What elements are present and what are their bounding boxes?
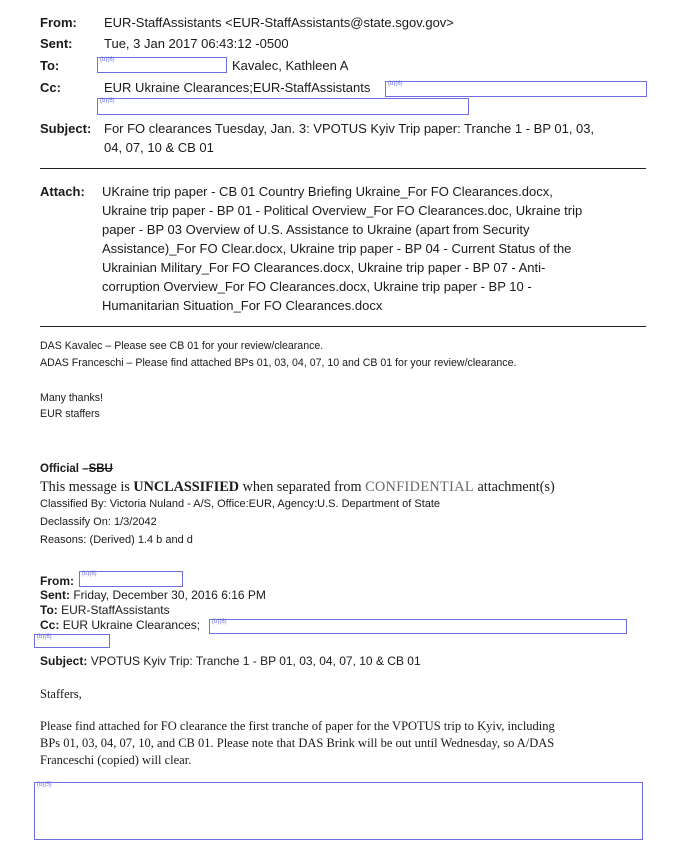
classified-by: Classified By: Victoria Nuland - A/S, Office:EUR, Agency:U.S. Department of State [40,498,441,510]
attach-line: corruption Overview_For FO Clearances.docx, Ukraine trip paper - BP 10 - [102,279,532,294]
subject-label: Subject: [40,654,88,668]
from-value: EUR-StaffAssistants <EUR-StaffAssistants@state.sgov.gov> [104,15,454,30]
email1-cc-row [40,79,371,97]
redaction-code: (b)(6) [100,98,115,104]
sent-value: Tue, 3 Jan 2017 06:43:12 -0500 [104,36,289,51]
subject-line-2: 04, 07, 10 & CB 01 [104,140,214,155]
sent-label: Sent: [40,588,70,602]
msg-prefix: This message is [40,479,134,495]
email1-sent-row [40,35,289,53]
redaction-box [97,98,469,115]
from-label: From: [40,15,77,30]
body-line: ADAS Franceschi – Please find attached BPs 01, 03, 04, 07, 10 and CB 01 for your review/clearance. [40,357,517,369]
attach-line: Humanitarian Situation_For FO Clearances.docx [102,298,383,313]
redaction-box-large [34,782,643,840]
cc-label: Cc: [40,618,60,632]
body-line: DAS Kavalec – Please see CB 01 for your review/clearance. [40,340,324,352]
to-value: EUR-StaffAssistants [61,603,170,617]
body-line: Franceschi (copied) will clear. [40,753,192,767]
email2-cc-row [40,618,200,633]
email1-subject-row [40,120,91,138]
redaction-code: (b)(6) [100,57,115,63]
to-label: To: [40,603,58,617]
greeting: Staffers, [40,687,82,701]
reasons: Reasons: (Derived) 1.4 b and d [40,534,193,546]
header-divider [40,168,646,169]
body-line: BPs 01, 03, 04, 07, 10, and CB 01. Please note that DAS Brink will be out until Wednesday, so A/DAS [40,736,555,750]
email1-from-row [40,14,454,32]
attach-divider [40,326,646,327]
redaction-code: (b)(6) [212,619,227,625]
signoff-line: Many thanks! [40,392,104,404]
sent-value: Friday, December 30, 2016 6:16 PM [73,588,266,602]
confidential-word: CONFIDENTIAL [365,479,474,495]
attach-line: Ukrainian Military_For FO Clearances.docx, Ukraine trip paper - BP 07 - Anti- [102,260,546,275]
redaction-code: (b)(6) [82,571,97,577]
signoff-line: EUR staffers [40,408,100,420]
redaction-code: (b)(6) [388,81,403,87]
redaction-box [79,571,183,587]
attach-line: UKraine trip paper - CB 01 Country Briefing Ukraine_For FO Clearances.docx, [102,184,553,199]
attach-label-text: Attach: [40,184,85,199]
cc-value: EUR Ukraine Clearances;EUR-StaffAssistants [104,80,371,95]
to-value: Kavalec, Kathleen A [232,58,349,73]
to-label: To: [40,58,60,73]
msg-middle: when separated from [239,479,366,495]
attach-line: Ukraine trip paper - BP 01 - Political Overview_For FO Clearances.doc, Ukraine trip [102,203,583,218]
redaction-box [209,619,627,634]
email2-subject-row [40,652,421,670]
from-label: From: [40,574,74,588]
declassify-on: Declassify On: 1/3/2042 [40,516,157,528]
body-line: Please find attached for FO clearance the first tranche of paper for the VPOTUS trip to Kyiv, including [40,719,555,733]
redaction-code: (b)(5) [37,782,52,788]
redaction-code: (b)(6) [37,634,52,640]
attach-line: paper - BP 03 Overview of U.S. Assistance to Ukraine (apart from Security [102,222,530,237]
redaction-box [97,57,227,73]
sbu-struck: SBU [88,463,113,475]
unclassified-word: UNCLASSIFIED [133,479,240,495]
official-marking [40,461,113,477]
classification-message [40,478,555,496]
attach-label [40,183,85,201]
email1-to-row [40,57,59,75]
redaction-box [34,634,110,648]
subject-label: Subject: [40,121,92,136]
cc-value: EUR Ukraine Clearances; [62,618,201,632]
subject-value: VPOTUS Kyiv Trip: Tranche 1 - BP 01, 03, 04, 07, 10 & CB 01 [90,654,421,668]
msg-suffix: attachment(s) [473,479,555,495]
subject-line-1: For FO clearances Tuesday, Jan. 3: VPOTUS Kyiv Trip paper: Tranche 1 - BP 01, 03, [104,121,595,136]
email2-to-row [40,603,170,618]
redaction-box [385,81,647,97]
sent-label: Sent: [40,36,73,51]
attach-line: Assistance)_For FO Clear.docx, Ukraine trip paper - BP 04 - Current Status of the [102,241,572,256]
official-text: Official – [40,463,89,475]
cc-label: Cc: [40,80,61,95]
email2-sent-row [40,588,266,603]
